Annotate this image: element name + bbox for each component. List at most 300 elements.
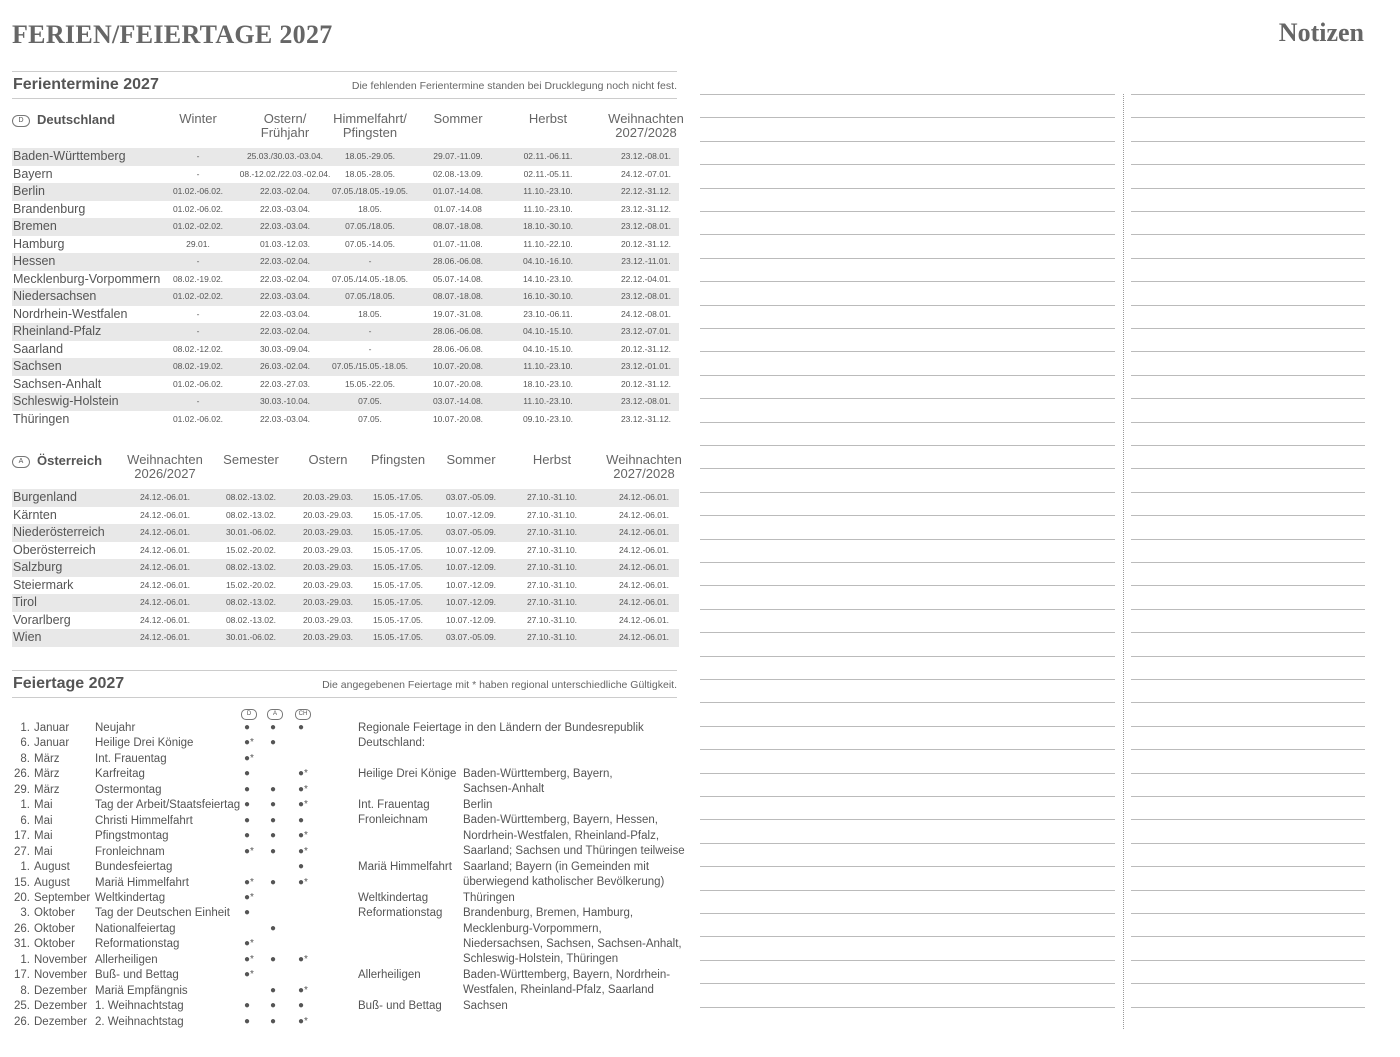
date-range: 10.07.-12.09. [445, 614, 497, 625]
feiertag-marker: ● [244, 814, 251, 826]
feiertag-marker: ● [270, 799, 277, 811]
feiertag-month: März [34, 783, 60, 796]
date-range: 07.05./18.05. [345, 291, 395, 301]
at-country-name: Österreich [37, 453, 103, 468]
at-country-badge: A [12, 456, 30, 468]
date-range: 15.05.-22.05. [344, 378, 396, 389]
feiertag-marker: ●* [298, 783, 308, 795]
date-range: 01.02.-06.02. [172, 203, 224, 214]
region-name: Bayern [13, 166, 53, 181]
feiertag-marker: ●* [244, 953, 254, 965]
note-line [700, 468, 1115, 469]
table-row [12, 183, 679, 201]
date-range: 23.12.-08.01. [620, 291, 672, 301]
feiertage-note: Die angegebenen Feiertage mit * haben regional unterschiedliche Gültigkeit. [322, 679, 677, 691]
regional-holiday-states: Thüringen [463, 891, 515, 904]
note-line [700, 679, 1115, 680]
note-line [700, 773, 1115, 774]
region-name: Baden-Württemberg [13, 149, 126, 163]
note-line [700, 960, 1115, 961]
feiertag-marker: ●* [244, 891, 254, 903]
feiertag-day: 8. [20, 984, 30, 997]
table-row [12, 288, 679, 306]
date-range: 24.12.-06.01. [618, 562, 670, 572]
date-range: 30.03.-10.04. [259, 396, 311, 406]
date-range: 22.03.-02.04. [259, 326, 311, 336]
date-range: 01.07.-14.08 [434, 203, 482, 214]
table-row [12, 393, 679, 411]
feiertag-month: Mai [34, 845, 53, 858]
date-range: 28.06.-06.08. [432, 256, 484, 266]
note-line [700, 188, 1115, 189]
feiertag-name: Mariä Himmelfahrt [95, 876, 189, 889]
date-range: 24.12.-06.01. [618, 579, 670, 590]
note-line [700, 117, 1115, 118]
date-range: 24.12.-08.01. [620, 308, 672, 319]
note-line [1131, 305, 1365, 306]
note-line [700, 726, 1115, 727]
region-name: Oberösterreich [13, 542, 96, 557]
date-range: 22.03.-02.04. [259, 186, 311, 196]
date-range: 22.03.-03.04. [259, 308, 311, 319]
feiertag-marker: ● [244, 830, 251, 842]
date-range: 23.12.-08.01. [620, 396, 672, 406]
regional-holiday-states: Baden-Württemberg, Bayern, Hessen, [463, 814, 658, 827]
feiertag-month: Mai [34, 814, 53, 827]
note-line [700, 445, 1115, 446]
feiertag-day: 29. [14, 783, 30, 796]
note-line [1131, 632, 1365, 633]
region-name: Sachsen [13, 359, 62, 373]
date-range: 23.12.-31.12. [620, 203, 672, 214]
note-line [700, 258, 1115, 259]
date-range: 18.05.-29.05. [344, 151, 396, 161]
feiertag-marker: ● [270, 922, 277, 934]
regional-holiday-states: Berlin [463, 798, 493, 811]
de-country-badge: D [12, 115, 30, 127]
date-range: 20.12.-31.12. [620, 238, 672, 249]
date-range: 30.01.-06.02. [225, 527, 277, 537]
date-range: 15.05.-17.05. [372, 562, 424, 572]
region-name: Hessen [13, 254, 56, 268]
date-range: 25.03./30.03.-03.04. [246, 151, 324, 161]
feiertag-name: Tag der Deutschen Einheit [95, 907, 230, 920]
feiertag-month: Januar [34, 722, 70, 734]
note-line [1131, 585, 1365, 586]
table-row [12, 507, 679, 525]
regional-intro: Regionale Feiertage in den Ländern der Bundesrepublik [358, 722, 644, 734]
note-line [700, 702, 1115, 703]
date-range: 01.02.-06.02. [172, 186, 224, 196]
regional-holiday-states: Mecklenburg-Vorpommern, [463, 922, 602, 935]
feiertag-marker: ● [244, 783, 251, 795]
date-range: 24.12.-06.01. [139, 544, 191, 555]
date-range: 02.11.-05.11. [523, 168, 573, 179]
feiertag-month: Januar [34, 737, 70, 750]
date-range: 22.03.-03.04. [259, 221, 311, 231]
date-range: 22.12.-04.01. [620, 273, 672, 284]
feiertage-badge-d: D [241, 709, 257, 720]
note-line [1131, 188, 1365, 189]
date-range: 22.03.-03.04. [259, 413, 311, 424]
note-line [1131, 960, 1365, 961]
feiertag-marker: ● [244, 799, 251, 811]
note-line [1131, 702, 1365, 703]
feiertag-day: 6. [20, 814, 30, 827]
feiertag-day: 15. [14, 876, 30, 889]
region-name: Mecklenburg-Vorpommern [13, 271, 161, 286]
feiertag-name: Christi Himmelfahrt [95, 814, 193, 827]
feiertag-row [12, 1016, 352, 1031]
feiertag-marker: ●* [244, 845, 254, 857]
notes-column-divider [1123, 94, 1124, 1029]
note-line [1131, 211, 1365, 212]
date-range: 11.10.-23.10. [523, 396, 573, 406]
region-name: Berlin [13, 184, 45, 198]
feiertag-name: Reformationstag [95, 938, 180, 951]
at-column-header: Herbst [532, 452, 572, 467]
note-line [700, 398, 1115, 399]
note-line [700, 890, 1115, 891]
date-range: 07.05./18.05.-19.05. [331, 186, 409, 196]
date-range: 20.03.-29.03. [302, 492, 354, 502]
date-range: 24.12.-06.01. [618, 597, 670, 607]
date-range: 20.03.-29.03. [302, 544, 354, 555]
date-range: 15.05.-17.05. [372, 527, 424, 537]
date-range: 22.12.-31.12. [620, 186, 672, 196]
date-range: 18.05. [358, 203, 382, 214]
feiertag-row [12, 753, 352, 768]
date-range: 20.03.-29.03. [302, 527, 354, 537]
at-column-header: Weihnachten 2027/2028 [606, 452, 682, 481]
note-line [1131, 422, 1365, 423]
date-range: 27.10.-31.10. [526, 562, 578, 572]
table-row [12, 376, 679, 394]
date-range: - [196, 168, 200, 179]
germany-holiday-table [12, 111, 684, 428]
date-range: 07.05. [358, 396, 382, 406]
date-range: 24.12.-06.01. [618, 509, 670, 520]
regional-holiday-states: Saarland; Sachsen und Thüringen teilweise [463, 845, 685, 858]
austria-holiday-table [12, 452, 682, 647]
feiertag-marker: ● [270, 876, 277, 888]
note-line [700, 234, 1115, 235]
regional-holiday-states: Nordrhein-Westfalen, Rheinland-Pfalz, [463, 829, 660, 842]
region-name: Niedersachsen [13, 289, 97, 303]
date-range: 10.07.-12.09. [445, 509, 497, 520]
feiertag-marker: ● [298, 814, 305, 826]
region-name: Rheinland-Pfalz [13, 324, 102, 338]
feiertag-name: Buß- und Bettag [95, 969, 179, 982]
date-range: 08.02.-13.02. [225, 614, 277, 625]
date-range: - [196, 308, 200, 319]
date-range: 09.10.-23.10. [522, 413, 574, 424]
de-table-header [12, 111, 684, 148]
feiertag-day: 27. [14, 845, 30, 858]
feiertag-marker: ● [270, 984, 277, 996]
region-name: Thüringen [13, 411, 70, 426]
feiertag-marker: ● [270, 845, 277, 857]
note-line [700, 819, 1115, 820]
date-range: 27.10.-31.10. [526, 632, 578, 642]
note-line [700, 328, 1115, 329]
feiertag-row [12, 784, 352, 799]
note-line [700, 796, 1115, 797]
feiertag-marker: ●* [298, 830, 308, 842]
table-row [12, 148, 679, 166]
date-range: 07.05./18.05. [345, 221, 395, 231]
note-line [700, 913, 1115, 914]
date-range: 18.05. [358, 308, 382, 319]
feiertag-marker: ● [270, 1015, 277, 1027]
feiertag-marker: ●* [244, 938, 254, 950]
note-line [700, 562, 1115, 563]
date-range: 10.07.-12.09. [445, 597, 497, 607]
date-range: 24.12.-06.01. [139, 632, 191, 642]
date-range: 15.02.-20.02. [225, 579, 277, 590]
note-line [700, 211, 1115, 212]
date-range: 07.05./14.05.-18.05. [331, 273, 409, 284]
note-line [700, 305, 1115, 306]
at-column-header: Ostern [308, 452, 348, 467]
feiertag-day: 6. [20, 737, 30, 750]
feiertag-month: August [34, 861, 70, 874]
note-line [1131, 141, 1365, 142]
de-country-label [12, 112, 115, 127]
ferientermine-note: Die fehlenden Ferientermine standen bei Drucklegung noch nicht fest. [351, 80, 677, 92]
note-line [1131, 492, 1365, 493]
date-range: 27.10.-31.10. [526, 614, 578, 625]
feiertag-marker: ●* [298, 799, 308, 811]
note-line [700, 656, 1115, 657]
note-line [1131, 819, 1365, 820]
feiertage-title: Feiertage 2027 [13, 675, 125, 692]
feiertag-name: Weltkindertag [95, 891, 166, 904]
table-row [12, 594, 679, 612]
feiertag-month: August [34, 876, 70, 889]
region-name: Saarland [13, 341, 64, 356]
date-range: 04.10.-15.10. [522, 326, 574, 336]
date-range: 23.12.-07.01. [620, 326, 672, 336]
date-range: 20.03.-29.03. [302, 632, 354, 642]
date-range: 24.12.-06.01. [139, 492, 191, 502]
note-line [1131, 983, 1365, 984]
date-range: - [196, 396, 200, 406]
date-range: 01.02.-06.02. [172, 378, 224, 389]
at-country-label [12, 453, 102, 468]
date-range: 02.08.-13.09. [432, 168, 484, 179]
feiertag-day: 1. [20, 722, 30, 734]
date-range: 15.02.-20.02. [225, 544, 277, 555]
note-line [1131, 445, 1365, 446]
note-line [1131, 468, 1365, 469]
feiertag-marker: ● [270, 722, 277, 733]
feiertag-day: 17. [14, 830, 30, 843]
date-range: 18.10.-23.10. [522, 378, 574, 389]
date-range: 23.12.-08.01. [620, 221, 672, 231]
date-range: - [196, 256, 200, 266]
date-range: 20.03.-29.03. [302, 562, 354, 572]
feiertag-row [12, 954, 352, 969]
feiertag-day: 20. [14, 891, 30, 904]
regional-holiday-states: Saarland; Bayern (in Gemeinden mit [463, 860, 650, 873]
table-row [12, 236, 679, 254]
date-range: 01.07.-14.08. [432, 186, 484, 196]
date-range: 24.12.-06.01. [139, 509, 191, 520]
note-line [700, 492, 1115, 493]
date-range: 01.02.-02.02. [172, 221, 224, 231]
date-range: 04.10.-16.10. [522, 256, 574, 266]
table-row [12, 358, 679, 376]
date-range: 29.07.-11.09. [433, 151, 483, 161]
date-range: 10.07.-20.08. [432, 413, 484, 424]
feiertag-name: Nationalfeiertag [95, 922, 176, 935]
date-range: 20.03.-29.03. [302, 614, 354, 625]
note-line [1131, 913, 1365, 914]
note-line [700, 141, 1115, 142]
date-range: 11.10.-23.10. [523, 203, 573, 214]
region-name: Schleswig-Holstein [13, 394, 119, 408]
date-range: 29.01. [186, 238, 210, 249]
table-row [12, 559, 679, 577]
regional-holiday-states: Baden-Württemberg, Bayern, [463, 768, 613, 780]
regional-holiday-name: Int. Frauentag [358, 798, 430, 811]
date-range: 03.07.-05.09. [445, 492, 497, 502]
table-row [12, 218, 679, 236]
feiertag-month: März [34, 768, 60, 781]
regional-holiday-states: Schleswig-Holstein, Thüringen [463, 953, 619, 966]
region-name: Tirol [13, 595, 37, 609]
date-range: 07.05.-14.05. [344, 238, 396, 249]
feiertag-marker: ●* [298, 845, 308, 857]
region-name: Bremen [13, 219, 57, 233]
date-range: - [368, 256, 372, 266]
date-range: 24.12.-06.01. [139, 597, 191, 607]
feiertag-marker: ● [270, 953, 277, 965]
date-range: 27.10.-31.10. [526, 579, 578, 590]
feiertag-marker: ● [244, 1015, 251, 1027]
date-range: - [196, 151, 200, 161]
region-name: Nordrhein-Westfalen [13, 306, 128, 321]
table-row [12, 542, 679, 560]
date-range: 03.07.-05.09. [445, 527, 497, 537]
date-range: 01.02.-02.02. [172, 291, 224, 301]
feiertag-marker: ●* [244, 737, 254, 749]
at-table-header [12, 452, 682, 489]
note-line [1131, 328, 1365, 329]
regional-holiday-name: Mariä Himmelfahrt [358, 860, 452, 873]
feiertag-row [12, 846, 352, 861]
region-name: Niederösterreich [13, 525, 105, 539]
date-range: 22.03.-03.04. [259, 203, 311, 214]
feiertag-row [12, 923, 352, 938]
note-line [700, 539, 1115, 540]
feiertag-marker: ●* [244, 969, 254, 981]
note-line [1131, 656, 1365, 657]
regional-holiday-name: Fronleichnam [358, 814, 428, 827]
feiertag-marker: ●* [244, 752, 254, 764]
date-range: 15.05.-17.05. [372, 509, 424, 520]
date-range: 03.07.-14.08. [432, 396, 484, 406]
feiertage-badge-a: A [267, 709, 283, 720]
regional-holiday-states: Sachsen [463, 999, 508, 1012]
date-range: 28.06.-06.08. [432, 326, 484, 336]
table-row [12, 524, 679, 542]
de-column-header: Herbst [528, 111, 568, 126]
ferientermine-header [12, 71, 677, 99]
feiertag-month: Mai [34, 799, 53, 812]
feiertag-name: Heilige Drei Könige [95, 737, 194, 750]
regional-holiday-name: Weltkindertag [358, 891, 429, 904]
de-country-name: Deutschland [37, 112, 116, 127]
feiertag-day: 31. [14, 938, 30, 951]
note-line [700, 585, 1115, 586]
date-range: 23.10.-06.11. [523, 308, 573, 319]
note-line [1131, 773, 1365, 774]
notes-title: Notizen [1278, 18, 1364, 47]
feiertag-row [12, 799, 352, 814]
feiertag-marker: ●* [298, 768, 308, 780]
ferientermine-title: Ferientermine 2027 [13, 76, 159, 93]
regional-holiday-states: überwiegend katholischer Bevölkerung) [463, 876, 665, 889]
note-line [700, 866, 1115, 867]
table-row [12, 271, 679, 289]
note-line [1131, 890, 1365, 891]
feiertag-row [12, 722, 352, 737]
date-range: 22.03.-27.03. [259, 378, 311, 389]
date-range: 08.02.-13.02. [225, 597, 277, 607]
de-column-header: Weihnachten 2027/2028 [608, 111, 684, 140]
feiertag-month: Dezember [34, 1000, 88, 1013]
feiertag-name: Bundesfeiertag [95, 861, 173, 874]
feiertag-row [12, 861, 352, 876]
at-column-header: Weihnachten 2026/2027 [127, 452, 203, 481]
table-row [12, 629, 679, 647]
feiertag-row [12, 768, 352, 783]
de-column-header: Sommer [433, 111, 483, 126]
feiertag-day: 1. [20, 953, 30, 966]
date-range: 16.10.-30.10. [522, 291, 574, 301]
feiertag-marker: ●* [298, 876, 308, 888]
date-range: 10.07.-20.08. [432, 361, 484, 371]
feiertag-day: 25. [14, 1000, 30, 1013]
feiertag-name: 2. Weihnachtstag [95, 1015, 184, 1028]
date-range: 08.02.-19.02. [172, 273, 224, 284]
feiertag-day: 3. [20, 907, 30, 920]
feiertag-marker: ● [270, 830, 277, 842]
note-line [700, 936, 1115, 937]
date-range: 24.12.-07.01. [620, 168, 672, 179]
table-row [12, 577, 679, 595]
date-range: 15.05.-17.05. [372, 492, 424, 502]
at-column-header: Semester [223, 452, 279, 467]
table-row [12, 612, 679, 630]
feiertag-row [12, 830, 352, 845]
feiertag-marker: ● [298, 861, 305, 873]
feiertag-month: Dezember [34, 1015, 88, 1028]
date-range: 27.10.-31.10. [526, 544, 578, 555]
note-line [700, 351, 1115, 352]
feiertag-month: März [34, 752, 60, 765]
feiertag-day: 26. [14, 1015, 30, 1028]
region-name: Brandenburg [13, 201, 86, 216]
note-line [1131, 94, 1365, 95]
date-range: 26.03.-02.04. [259, 361, 311, 371]
date-range: 10.07.-12.09. [445, 562, 497, 572]
note-line [700, 164, 1115, 165]
date-range: 08.02.-19.02. [172, 361, 224, 371]
feiertag-name: Ostermontag [95, 783, 162, 796]
